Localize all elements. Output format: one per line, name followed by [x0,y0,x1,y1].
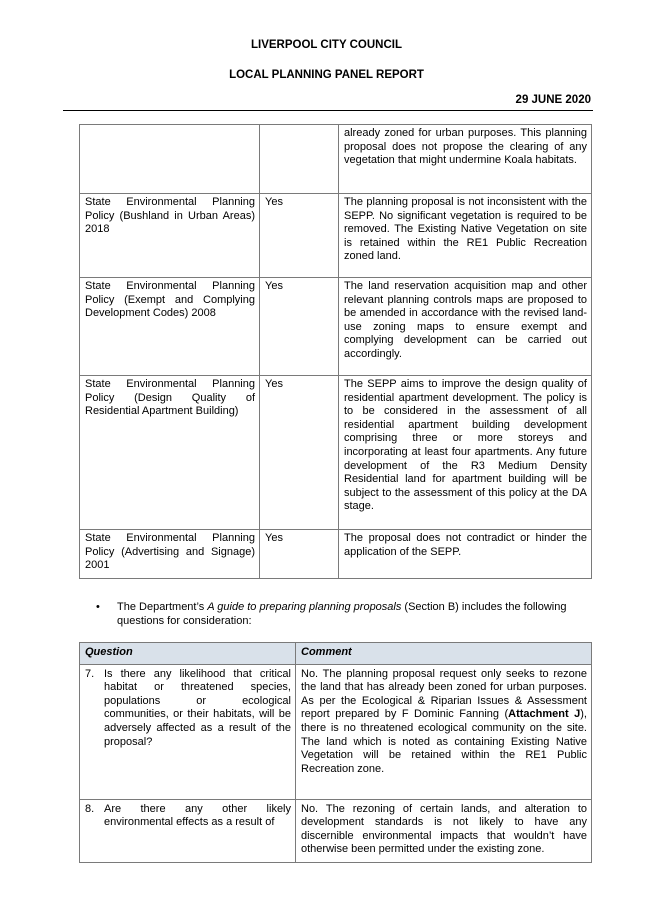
policy-cell: State Environmental Planning Policy (Bushland in Urban Areas) 2018 [80,194,260,278]
question-cell [80,664,296,799]
report-title: LOCAL PLANNING PANEL REPORT [229,69,424,81]
council-name: LIVERPOOL CITY COUNCIL [250,39,402,51]
consistency-cell [260,125,339,194]
table-row [80,799,592,862]
table-row [80,664,592,799]
question-number: 8. [85,802,95,815]
question-number: 7. [85,667,95,680]
report-date: 29 JUNE 2020 [515,94,591,106]
guide-title: A guide to preparing planning proposals [207,601,402,613]
attachment-reference: Attachment J [508,708,581,721]
sepp-consistency-table [79,124,592,579]
comment-cell: The proposal does not contradict or hinder the application of the SEPP. [339,530,592,579]
consistency-cell: Yes [260,376,339,530]
comment-cell: The planning proposal is not inconsistent with the SEPP. No significant vegetation is required to be removed. The Existing Native Vegetation on site is retained within the RE1 Public Recreation zoned land. [339,194,592,278]
table-row [80,194,592,278]
questions-table [79,642,592,863]
comment-cell: No. The planning proposal request only seeks to rezone the land that has already been zoned for urban purposes. As per the Ecological & Riparian Issues & Assessment report prepared by F Dominic Fanning (Attachment J), there is no threatened ecological community on the site. The land which is noted as containing Existing Native Vegetation will be retained within the RE1 Public Recreation zone. [296,664,592,799]
question-text: Is there any likelihood that critical habitat or threatened species, populations or ecological communities, or their habitats, will be adversely affected as a result of the proposal? [104,667,291,748]
comment-header: Comment [296,643,592,665]
policy-cell: State Environmental Planning Policy (Design Quality of Residential Apartment Building) [80,376,260,530]
table-row [80,125,592,194]
policy-cell: State Environmental Planning Policy (Exempt and Complying Development Codes) 2008 [80,278,260,376]
policy-cell: State Environmental Planning Policy (Advertising and Signage) 2001 [80,530,260,579]
question-text: Are there any other likely environmental effects as a result of [104,802,291,829]
table-row [80,530,592,579]
bullet-text: The Department’s A guide to preparing planning proposals (Section B) includes the following questions for consideration: [117,601,567,627]
table-row [80,376,592,530]
comment-cell: The land reservation acquisition map and other relevant planning controls maps are proposed to be amended in accordance with the revised land-use zoning maps to ensure exempt and complying development can be carried out accordingly. [339,278,592,376]
consistency-cell: Yes [260,194,339,278]
header-divider [63,110,593,111]
question-header: Question [80,643,296,665]
table-header-row [80,643,592,665]
comment-cell: No. The rezoning of certain lands, and alteration to development standards is not likely to have any discernible environmental impacts that wouldn’t have otherwise been permitted under the existing zone. [296,799,592,862]
comment-cell: The SEPP aims to improve the design quality of residential apartment development. The policy is to be considered in the assessment of all residential apartment building development comprising three or more storeys and incorporating at least four apartments. Any future development of the R3 Medium Density Residential land for apartment building will be subject to the assessment of this policy at the DA stage. [339,376,592,530]
comment-cell: already zoned for urban purposes. This planning proposal does not propose the clearing of any vegetation that might undermine Koala habitats. [339,125,592,194]
consistency-cell: Yes [260,278,339,376]
table-row [80,278,592,376]
question-cell [80,799,296,862]
policy-cell [80,125,260,194]
consistency-cell: Yes [260,530,339,579]
bullet-icon: • [96,601,100,613]
